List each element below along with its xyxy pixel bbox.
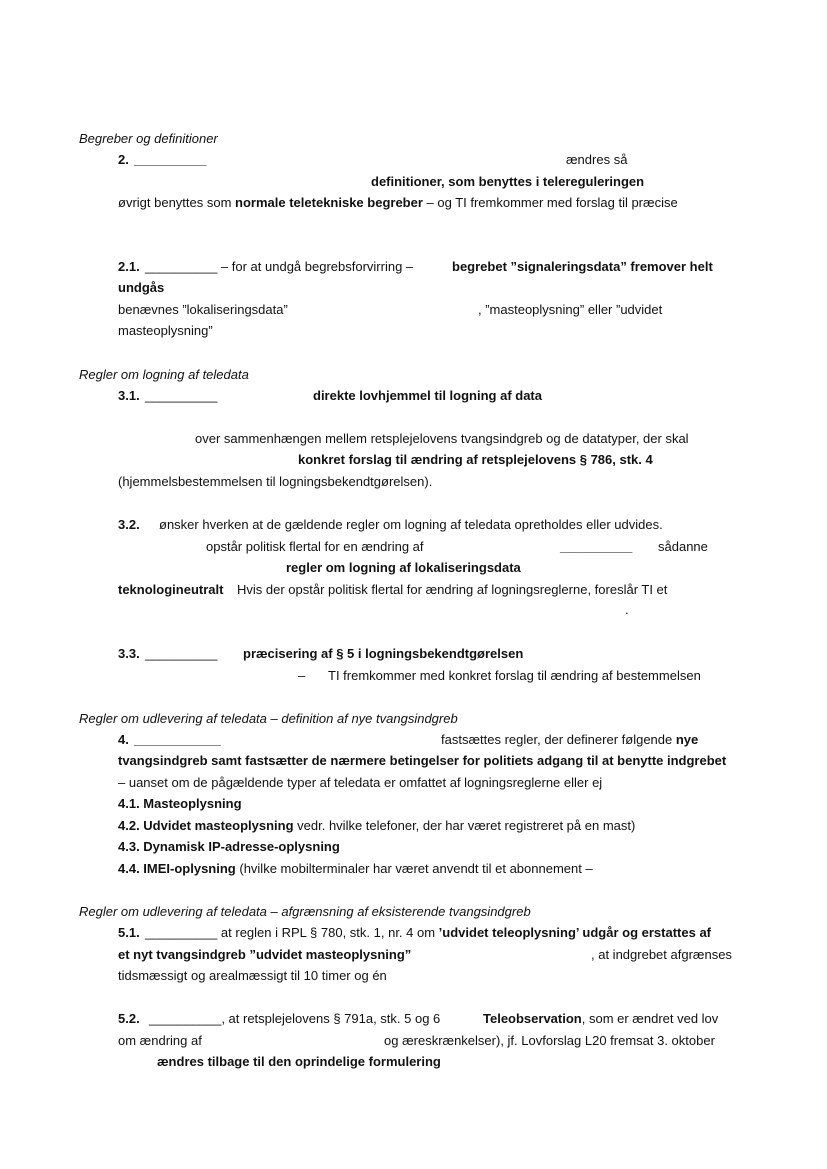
item-number: 5.2. — [118, 1011, 140, 1026]
item-text: om ændring af — [118, 1033, 202, 1048]
item-text-bold: et nyt tvangsindgreb ”udvidet masteoplysning” — [118, 947, 412, 962]
item-text-bold: ændres tilbage til den oprindelige formulering — [157, 1054, 441, 1069]
item-text-bold: undgås — [118, 280, 165, 295]
item-text: masteoplysning” — [118, 323, 213, 338]
item-number: 3.2. — [118, 517, 140, 532]
item-text-bold: begrebet ”signaleringsdata” fremover helt — [452, 259, 713, 274]
item-text: Hvis der opstår politisk flertal for ændring af logningsreglerne, foreslår TI et — [237, 582, 668, 597]
item-number: 5.1. — [118, 925, 140, 940]
item-text-bold: teknologineutralt — [118, 582, 224, 597]
blank-field: ____________ — [134, 732, 221, 747]
item-number: 3.1. — [118, 388, 140, 403]
item-text-bold: konkret forslag til ændring af retsplejelovens § 786, stk. 4 — [298, 452, 653, 467]
blank-field: __________ — [145, 646, 218, 661]
item-text: , at indgrebet afgrænses — [591, 947, 732, 962]
item-text-line: __________, at retsplejelovens § 791a, stk. 5 og 6 — [149, 1011, 441, 1026]
blank-field: __________ — [560, 539, 633, 554]
item-text: TI fremkommer med konkret forslag til ændring af bestemmelsen — [328, 668, 701, 683]
item-number: 2.1. — [118, 259, 140, 274]
item-text-line: fastsættes regler, der definerer følgende nye — [441, 732, 699, 747]
item-text: ønsker hverken at de gældende regler om logning af teledata opretholdes eller udvides. — [159, 517, 663, 532]
blank-field: __________ — [134, 152, 207, 167]
section-heading-new-measures: Regler om udlevering af teledata – definition af nye tvangsindgreb — [79, 711, 458, 726]
item-text-bold: direkte lovhjemmel til logning af data — [313, 388, 542, 403]
item-text-bold: præcisering af § 5 i logningsbekendtgørelsen — [243, 646, 524, 661]
item-text: (hjemmelsbestemmelsen til logningsbekendtgørelsen). — [118, 474, 433, 489]
list-item: 4.3. Dynamisk IP-adresse-oplysning — [118, 839, 340, 854]
list-item: 4.4. IMEI-oplysning (hvilke mobilterminaler har været anvendt til et abonnement – — [118, 861, 593, 876]
item-text: – — [298, 668, 306, 683]
blank-field: __________ — [145, 388, 218, 403]
item-text: , ”masteoplysning” eller ”udvidet — [478, 302, 663, 317]
item-text-line: __________ at reglen i RPL § 780, stk. 1, nr. 4 om ’udvidet teleoplysning’ udgår og erstattes af — [145, 925, 711, 940]
item-text: opstår politisk flertal for en ændring af — [206, 539, 424, 554]
item-text: . — [625, 602, 629, 617]
item-text-line: Teleobservation, som er ændret ved lov — [483, 1011, 719, 1026]
list-item: 4.1. Masteoplysning — [118, 796, 242, 811]
section-heading-definitions: Begreber og definitioner — [79, 131, 218, 146]
item-text-line: __________ – for at undgå begrebsforvirring – — [145, 259, 414, 274]
item-text: benævnes ”lokaliseringsdata” — [118, 302, 288, 317]
item-number: 3.3. — [118, 646, 140, 661]
item-text: ændres så — [566, 152, 628, 167]
item-text: og æreskrænkelser), jf. Lovforslag L20 fremsat 3. oktober — [384, 1033, 715, 1048]
item-text: over sammenhængen mellem retsplejelovens tvangsindgreb og de datatyper, der skal — [195, 431, 689, 446]
item-text-bold: tvangsindgreb samt fastsætter de nærmere betingelser for politiets adgang til at benytte indgrebet — [118, 753, 727, 768]
item-text: – uanset om de pågældende typer af teledata er omfattet af logningsreglerne eller ej — [118, 775, 603, 790]
item-text: tidsmæssigt og arealmæssigt til 10 timer og én — [118, 968, 387, 983]
list-item: 4.2. Udvidet masteoplysning vedr. hvilke telefoner, der har været registreret på en mast) — [118, 818, 636, 833]
item-text-bold: regler om logning af lokaliseringsdata — [286, 560, 521, 575]
item-text-bold: definitioner, som benyttes i telereguleringen — [371, 174, 645, 189]
item-text: sådanne — [658, 539, 708, 554]
item-number: 4. — [118, 732, 129, 747]
item-text-line: øvrigt benyttes som normale teletekniske begreber – og TI fremkommer med forslag til præcise — [118, 195, 678, 210]
section-heading-limitation: Regler om udlevering af teledata – afgrænsning af eksisterende tvangsindgreb — [79, 904, 531, 919]
section-heading-logging: Regler om logning af teledata — [79, 367, 249, 382]
item-number: 2. — [118, 152, 129, 167]
